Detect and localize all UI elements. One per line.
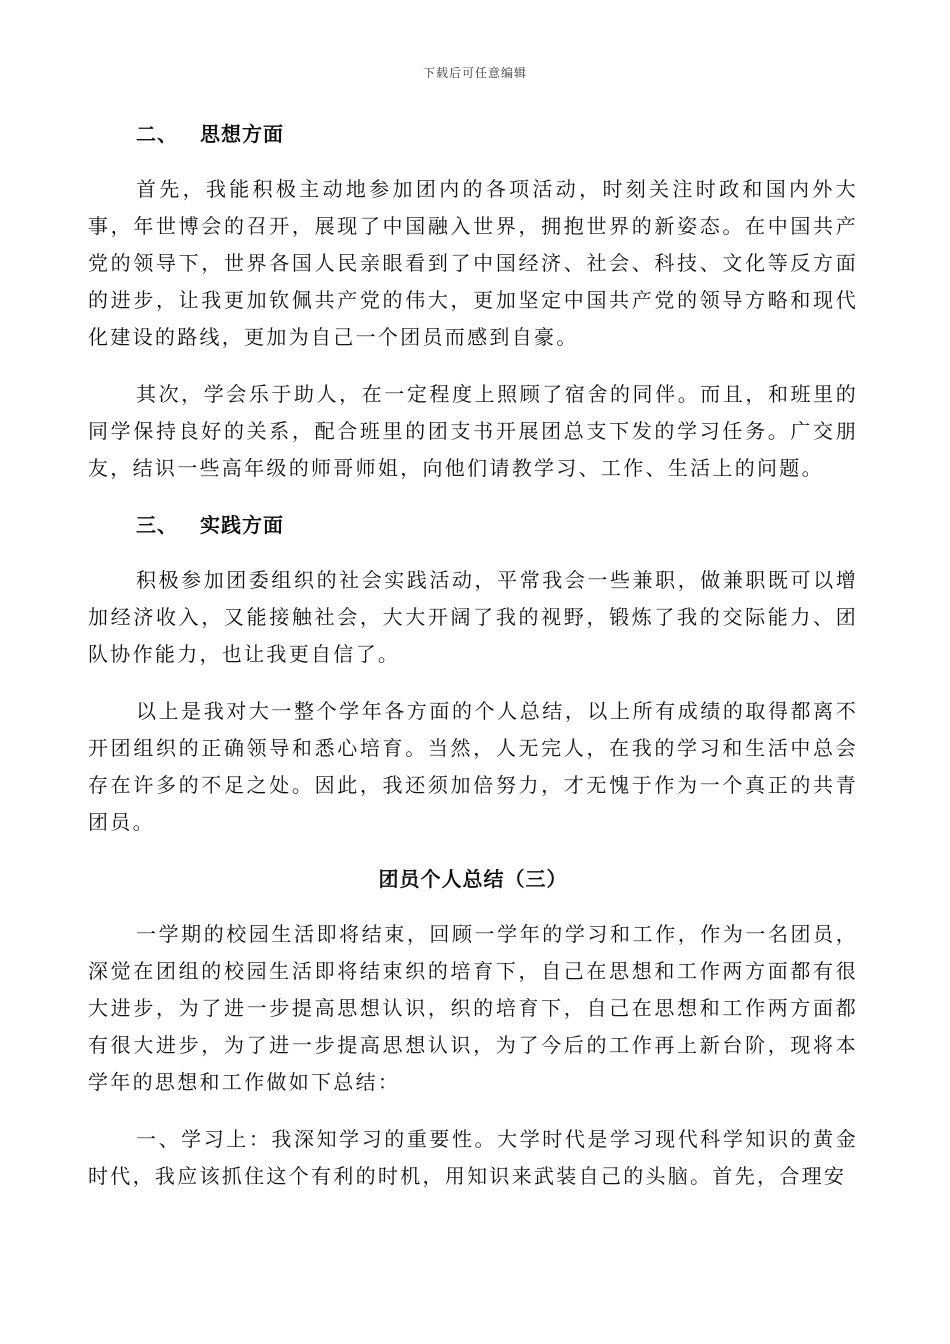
paragraph: 首先，我能积极主动地参加团内的各项活动，时刻关注时政和国内外大事，年世博会的召开，展现了中国融入世界，拥抱世界的新姿态。在中国共产党的领导下，世界各国人民亲眼看到了中国经济、社会、科技、文化等反方面的进步，让我更加钦佩共产党的伟大，更加坚定中国共产党的领导方略和现代化建设的路线，更加为自己一个团员而感到自豪。 [88,177,858,349]
section-title: 实践方面 [200,513,284,537]
paragraph: 一、学习上：我深知学习的重要性。大学时代是学习现代科学知识的黄金时代，我应该抓住这个有利的时机，用知识来武装自己的头脑。首先，合理安 [88,1127,858,1188]
section-heading-practice [88,507,858,544]
paragraph: 积极参加团委组织的社会实践活动，平常我会一些兼职，做兼职既可以增加经济收入，又能接触社会，大大开阔了我的视野，锻炼了我的交际能力、团队协作能力，也让我更自信了。 [88,568,858,666]
header-note: 下载后可任意编辑 [422,66,527,80]
paragraph: 其次，学会乐于助人，在一定程度上照顾了宿舍的同伴。而且，和班里的同学保持良好的关系，配合班里的团支书开展团总支下发的学习任务。广交朋友，结识一些高年级的师哥师姐，向他们请教学习、工作、生活上的问题。 [88,382,858,480]
section-heading-thought [88,116,858,153]
paragraph: 以上是我对大一整个学年各方面的个人总结，以上所有成绩的取得都离不开团组织的正确领导和悉心培育。当然，人无完人，在我的学习和生活中总会存在许多的不足之处。因此，我还须加倍努力，才无愧于作为一个真正的共青团员。 [88,699,858,834]
document-body [88,116,858,1195]
summary-title: 团员个人总结（三） [378,867,568,891]
section-title: 思想方面 [200,122,284,146]
section-number: 二、 [136,122,178,146]
section-number: 三、 [136,513,178,537]
paragraph: 一学期的校园生活即将结束，回顾一学年的学习和工作，作为一名团员，深觉在团组的校园生活即将结束织的培育下，自己在思想和工作两方面都有很大进步，为了进一步提高思想认识，织的培育下，自己在思想和工作两方面都有很大进步，为了进一步提高思想认识，为了今后的工作再上新台阶，现将本学年的思想和工作做如下总结： [88,922,858,1094]
